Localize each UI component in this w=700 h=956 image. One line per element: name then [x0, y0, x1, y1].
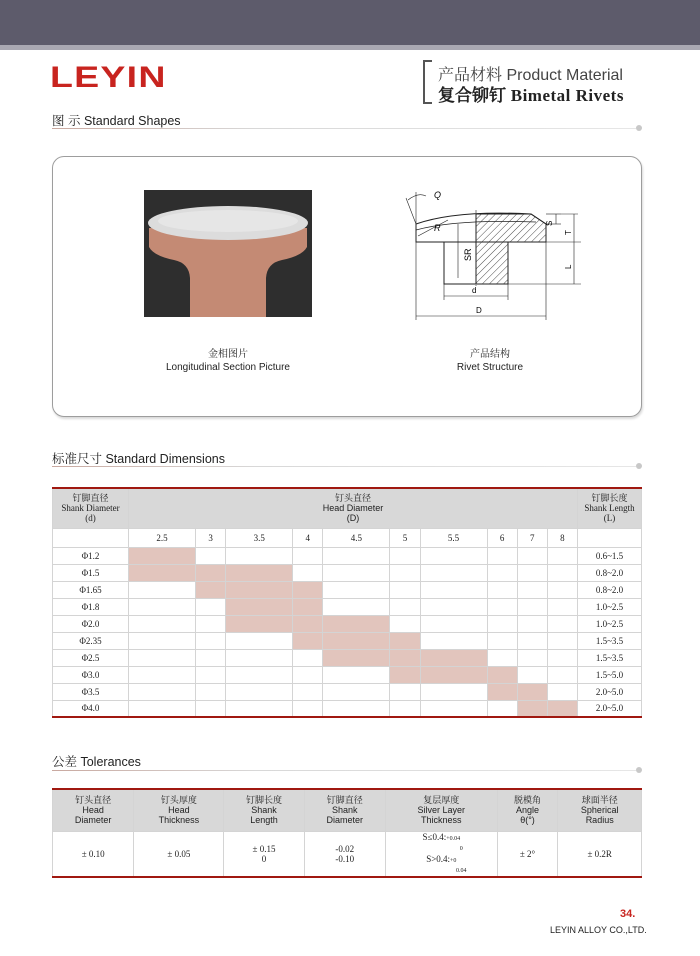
tolerance-header-line: 钉头直径 — [75, 795, 112, 806]
label-s: S — [545, 220, 554, 226]
tolerance-header-cell — [53, 789, 134, 831]
rivet-structure-caption-en: Rivet Structure — [456, 362, 524, 373]
empty-size-cell — [420, 632, 487, 649]
shank-diameter-cell: Φ4.0 — [53, 700, 129, 717]
dimension-row — [53, 666, 642, 683]
dimension-row — [53, 598, 642, 615]
shank-diameter-cell: Φ3.0 — [53, 666, 129, 683]
shank-length-cell: 1.0~2.5 — [578, 615, 642, 632]
shank-header-cn: 钉脚直径 — [72, 493, 109, 504]
tolerance-header-line: 脱模角 — [514, 795, 542, 806]
page-number: 34. — [620, 908, 636, 920]
tol-shank-diameter — [304, 831, 385, 877]
empty-size-cell — [323, 598, 390, 615]
empty-size-cell — [487, 547, 517, 564]
tol-silver-line1-tol-top: +0.04 — [446, 835, 461, 842]
empty-size-cell — [293, 666, 323, 683]
shank-diameter-header — [53, 488, 129, 528]
header-line1-en: Product Material — [506, 67, 623, 84]
available-size-cell — [487, 666, 517, 683]
empty-size-cell — [196, 598, 226, 615]
available-size-cell — [323, 632, 390, 649]
tolerance-header-line: Radius — [585, 815, 614, 826]
available-size-cell — [226, 615, 293, 632]
tol-shank-diameter-top: -0.02 — [335, 843, 355, 854]
section-dot-shapes — [636, 125, 642, 131]
empty-size-cell — [420, 598, 487, 615]
tol-shank-diameter-bottom: -0.10 — [335, 853, 355, 864]
empty-size-cell — [129, 683, 196, 700]
empty-size-cell — [390, 564, 420, 581]
available-size-cell — [420, 649, 487, 666]
tolerance-header-line: 球面半径 — [581, 795, 618, 806]
empty-size-cell — [390, 547, 420, 564]
empty-size-cell — [196, 632, 226, 649]
shank-length-cell: 1.5~5.0 — [578, 666, 642, 683]
empty-size-cell — [420, 547, 487, 564]
tolerances-header-row — [53, 789, 642, 831]
empty-size-cell — [323, 700, 390, 717]
tolerances-values-row — [53, 831, 642, 877]
available-size-cell — [547, 700, 577, 717]
section-picture-caption-cn: 金相图片 — [208, 349, 248, 360]
head-size-cell: 5 — [390, 528, 420, 547]
label-big-d: D — [476, 306, 482, 315]
empty-size-cell — [323, 666, 390, 683]
head-size-cell: 7 — [517, 528, 547, 547]
available-size-cell — [420, 666, 487, 683]
tolerance-header-cell — [558, 789, 642, 831]
available-size-cell — [517, 683, 547, 700]
empty-size-cell — [390, 581, 420, 598]
available-size-cell — [293, 615, 323, 632]
shank-diameter-cell: Φ2.5 — [53, 649, 129, 666]
top-banner-stripe — [0, 45, 700, 50]
empty-size-cell — [390, 598, 420, 615]
available-size-cell — [517, 700, 547, 717]
empty-size-cell — [129, 666, 196, 683]
available-size-cell — [390, 666, 420, 683]
empty-size-cell — [487, 649, 517, 666]
empty-size-cell — [487, 564, 517, 581]
empty-size-cell — [293, 547, 323, 564]
tol-head-diameter: ± 0.10 — [53, 831, 134, 877]
empty-size-cell — [196, 615, 226, 632]
available-size-cell — [196, 581, 226, 598]
dimension-row — [53, 581, 642, 598]
tolerance-header-cell — [304, 789, 385, 831]
empty-size-cell — [129, 649, 196, 666]
tol-silver-line2-tol-bottom: 0.04 — [456, 867, 467, 874]
tolerance-header-line: Head — [82, 805, 104, 816]
shank-diameter-cell: Φ1.5 — [53, 564, 129, 581]
empty-size-cell — [517, 581, 547, 598]
section-title-dimensions: 标准尺寸 Standard Dimensions — [52, 452, 225, 466]
empty-size-cell — [517, 598, 547, 615]
rivet-structure-caption — [430, 348, 550, 374]
longitudinal-section-picture — [144, 190, 312, 317]
standard-dimensions-table — [52, 487, 642, 718]
shank-length-cell: 1.5~3.5 — [578, 649, 642, 666]
head-size-cell: 3 — [196, 528, 226, 547]
empty-size-cell — [517, 632, 547, 649]
empty-size-cell — [323, 581, 390, 598]
head-size-cell: 5.5 — [420, 528, 487, 547]
tolerances-table — [52, 788, 642, 878]
tolerance-header-cell — [134, 789, 224, 831]
empty-size-cell — [547, 564, 577, 581]
rivet-structure-caption-cn: 产品结构 — [470, 349, 510, 360]
empty-size-cell — [196, 683, 226, 700]
tolerance-header-cell — [497, 789, 558, 831]
available-size-cell — [323, 649, 390, 666]
tolerance-header-line: Thickness — [421, 815, 462, 826]
shank-header-en: Shank Diameter — [61, 503, 120, 514]
tol-shank-length-bottom: 0 — [261, 853, 267, 864]
tolerance-header-line: 复层厚度 — [423, 795, 460, 806]
length-header-symbol: (L) — [603, 513, 616, 524]
tol-shank-length-top: ± 0.15 — [252, 843, 276, 854]
leyin-logo: LEYIN — [50, 61, 167, 94]
shank-length-cell: 1.5~3.5 — [578, 632, 642, 649]
available-size-cell — [226, 564, 293, 581]
length-header-cn: 钉脚长度 — [591, 493, 628, 504]
empty-size-cell — [196, 649, 226, 666]
empty-size-cell — [420, 564, 487, 581]
section-title-tolerances: 公差 Tolerances — [52, 755, 141, 769]
dimension-row — [53, 683, 642, 700]
empty-size-cell — [517, 564, 547, 581]
empty-size-cell — [226, 547, 293, 564]
section-rule-tolerances — [52, 770, 636, 771]
empty-size-cell — [547, 649, 577, 666]
tol-head-thickness: ± 0.05 — [134, 831, 224, 877]
section-picture-caption-en: Longitudinal Section Picture — [166, 362, 290, 373]
section-title-shapes: 图 示 Standard Shapes — [52, 114, 181, 128]
tolerance-header-line: 钉头厚度 — [160, 795, 197, 806]
empty-size-cell — [487, 615, 517, 632]
empty-size-cell — [226, 666, 293, 683]
head-header-symbol: (D) — [346, 513, 360, 524]
empty-size-cell — [390, 683, 420, 700]
empty-size-cell — [547, 598, 577, 615]
section-rule-shapes — [52, 128, 636, 129]
empty-size-cell — [129, 632, 196, 649]
tolerance-header-line: Spherical — [580, 805, 619, 816]
tolerance-header-line: Shank — [251, 805, 277, 816]
empty-size-cell — [420, 700, 487, 717]
head-header-en: Head Diameter — [322, 503, 384, 514]
empty-size-cell — [547, 683, 577, 700]
tol-silver-line1-label: S≤0.4: — [422, 831, 447, 842]
shank-diameter-cell: Φ1.65 — [53, 581, 129, 598]
empty-size-cell — [547, 632, 577, 649]
dimension-row — [53, 632, 642, 649]
empty-size-cell — [547, 666, 577, 683]
tol-silver-line2-tol-top: +0 — [450, 857, 457, 864]
available-size-cell — [293, 581, 323, 598]
tolerance-header-line: 钉脚直径 — [326, 795, 363, 806]
length-header-en: Shank Length — [584, 503, 635, 514]
empty-size-cell — [129, 581, 196, 598]
empty-size-cell — [323, 564, 390, 581]
tol-angle: ± 2° — [497, 831, 558, 877]
dimension-row — [53, 649, 642, 666]
tolerance-header-line: Thickness — [158, 815, 200, 826]
shank-diameter-cell: Φ1.2 — [53, 547, 129, 564]
shank-header-symbol: (d) — [85, 513, 96, 524]
empty-size-cell — [293, 683, 323, 700]
shank-length-cell: 0.8~2.0 — [578, 581, 642, 598]
empty-size-cell — [390, 615, 420, 632]
available-size-cell — [390, 632, 420, 649]
available-size-cell — [390, 649, 420, 666]
dimension-row — [53, 564, 642, 581]
empty-size-cell — [293, 564, 323, 581]
available-size-cell — [226, 581, 293, 598]
empty-size-cell — [390, 700, 420, 717]
empty-size-cell — [517, 666, 547, 683]
tol-silver-line2 — [386, 854, 497, 876]
dimension-row — [53, 547, 642, 564]
tolerance-header-cell — [224, 789, 304, 831]
section-rule-dimensions — [52, 466, 636, 467]
label-q: Q — [434, 190, 442, 200]
label-d: d — [472, 286, 477, 295]
tolerance-header-line: Angle — [516, 805, 540, 816]
empty-size-cell — [323, 547, 390, 564]
top-banner — [0, 0, 700, 45]
empty-size-cell — [129, 598, 196, 615]
shank-diameter-cell: Φ2.0 — [53, 615, 129, 632]
available-size-cell — [129, 564, 196, 581]
section-dot-dimensions — [636, 463, 642, 469]
empty-size-cell — [129, 615, 196, 632]
tolerance-header-line: Diameter — [326, 815, 364, 826]
section-dot-tolerances — [636, 767, 642, 773]
shank-length-cell: 2.0~5.0 — [578, 683, 642, 700]
shank-length-cell: 1.0~2.5 — [578, 598, 642, 615]
empty-size-cell — [487, 581, 517, 598]
empty-size-cell — [226, 700, 293, 717]
header-line2-en: Bimetal Rivets — [510, 86, 624, 105]
empty-size-cell — [293, 649, 323, 666]
header-bimetal-rivets — [438, 81, 624, 106]
shank-diameter-cell: Φ3.5 — [53, 683, 129, 700]
head-size-blank — [53, 528, 129, 547]
head-header-cn: 钉头直径 — [334, 493, 371, 504]
available-size-cell — [293, 598, 323, 615]
rivet-structure-diagram — [396, 186, 596, 322]
shank-diameter-cell: Φ1.8 — [53, 598, 129, 615]
empty-size-cell — [487, 632, 517, 649]
tolerance-header-line: θ(°) — [520, 815, 535, 826]
label-r: R — [434, 223, 441, 233]
tolerance-header-line: 钉脚长度 — [245, 795, 282, 806]
empty-size-cell — [226, 649, 293, 666]
shank-length-header — [578, 488, 642, 528]
label-t: T — [564, 230, 573, 235]
available-size-cell — [196, 564, 226, 581]
available-size-cell — [129, 547, 196, 564]
available-size-cell — [487, 683, 517, 700]
empty-size-cell — [420, 581, 487, 598]
tolerance-header-line: Shank — [332, 805, 358, 816]
shank-length-cell: 0.8~2.0 — [578, 564, 642, 581]
tolerance-header-line: Silver Layer — [417, 805, 466, 816]
empty-size-cell — [323, 683, 390, 700]
empty-size-cell — [129, 700, 196, 717]
empty-size-cell — [196, 700, 226, 717]
tolerance-header-line: Diameter — [74, 815, 112, 826]
empty-size-cell — [547, 547, 577, 564]
empty-size-cell — [293, 700, 323, 717]
available-size-cell — [293, 632, 323, 649]
dimension-row — [53, 700, 642, 717]
empty-size-cell — [226, 683, 293, 700]
rivet-section-photo — [144, 190, 312, 317]
head-size-cell: 8 — [547, 528, 577, 547]
empty-size-cell — [547, 581, 577, 598]
head-size-cell: 3.5 — [226, 528, 293, 547]
shank-length-cell: 0.6~1.5 — [578, 547, 642, 564]
shank-length-cell: 2.0~5.0 — [578, 700, 642, 717]
header-line2-cn: 复合铆钉 — [438, 86, 506, 105]
label-l: L — [564, 264, 573, 269]
empty-size-cell — [547, 615, 577, 632]
empty-size-cell — [487, 700, 517, 717]
head-size-blank-end — [578, 528, 642, 547]
tolerance-header-line: Head — [168, 805, 190, 816]
dimension-row — [53, 615, 642, 632]
head-diameter-header — [129, 488, 578, 528]
empty-size-cell — [517, 615, 547, 632]
header-bracket — [423, 60, 432, 104]
empty-size-cell — [487, 598, 517, 615]
empty-size-cell — [517, 649, 547, 666]
empty-size-cell — [517, 547, 547, 564]
tol-radius: ± 0.2R — [558, 831, 642, 877]
empty-size-cell — [196, 547, 226, 564]
tol-silver-line1-tol-bottom: 0 — [459, 845, 463, 852]
head-size-row — [53, 528, 642, 547]
tol-silver-line1 — [386, 832, 497, 854]
company-footer: LEYIN ALLOY CO.,LTD. — [550, 925, 647, 935]
tol-silver-line2-label: S>0.4: — [426, 853, 451, 864]
head-size-cell: 4.5 — [323, 528, 390, 547]
tol-silver-layer — [385, 831, 497, 877]
section-picture-caption — [144, 348, 312, 374]
empty-size-cell — [420, 683, 487, 700]
label-sr: SR — [463, 248, 473, 261]
empty-size-cell — [226, 632, 293, 649]
head-size-cell: 2.5 — [129, 528, 196, 547]
header-line1-cn: 产品材料 — [438, 67, 503, 84]
empty-size-cell — [196, 666, 226, 683]
shank-diameter-cell: Φ2.35 — [53, 632, 129, 649]
empty-size-cell — [420, 615, 487, 632]
tolerance-header-line: Length — [250, 815, 278, 826]
available-size-cell — [323, 615, 390, 632]
head-size-cell: 6 — [487, 528, 517, 547]
tol-shank-length — [224, 831, 304, 877]
tolerance-header-cell — [385, 789, 497, 831]
available-size-cell — [226, 598, 293, 615]
head-size-cell: 4 — [293, 528, 323, 547]
